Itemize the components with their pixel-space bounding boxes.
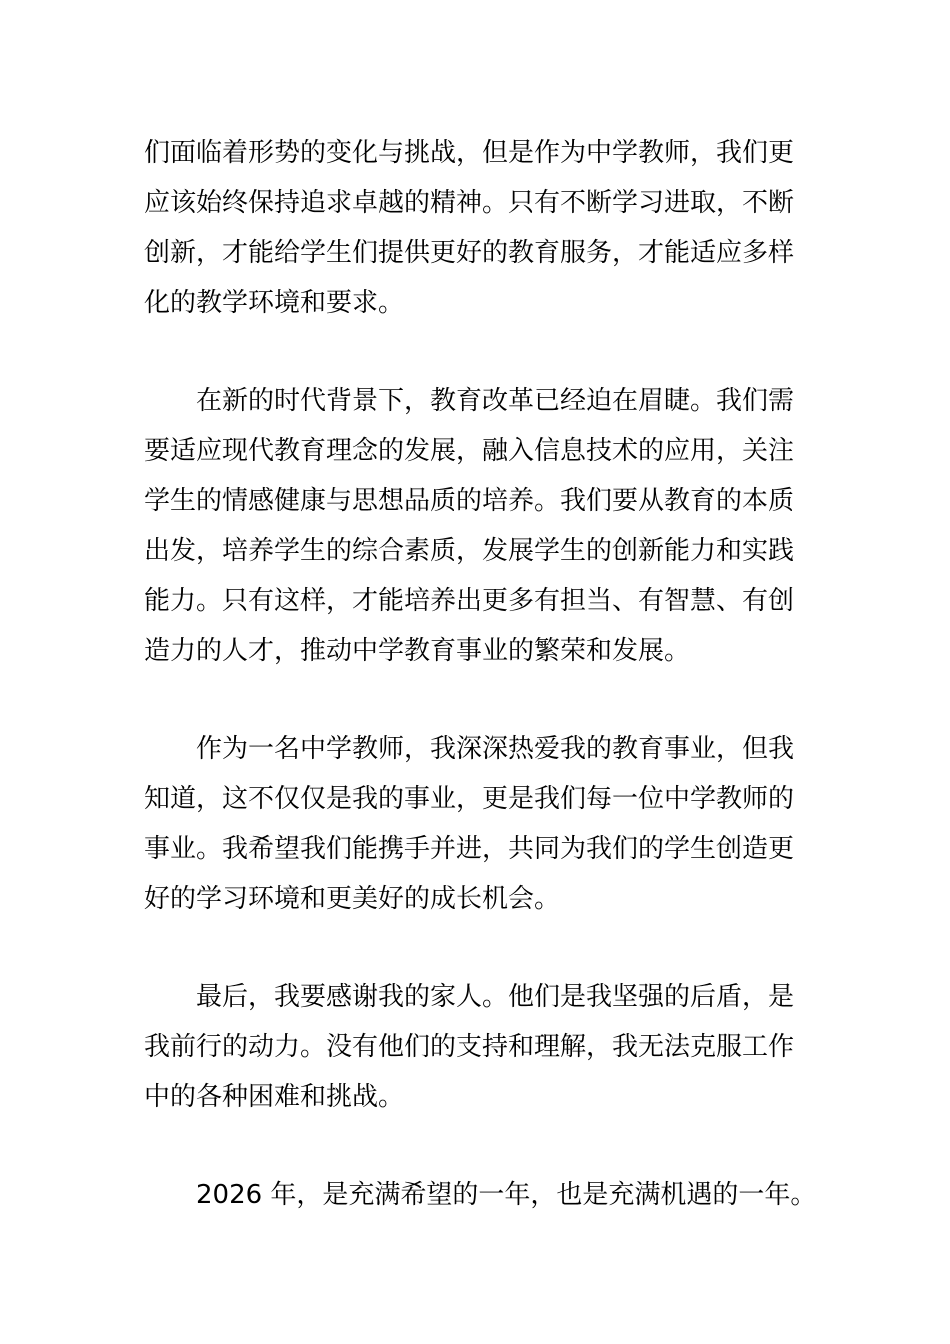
paragraph-line: 能力。只有这样，才能培养出更多有担当、有智慧、有创 — [144, 586, 795, 616]
paragraph-line: 事业。我希望我们能携手并进，共同为我们的学生创造更 — [144, 834, 795, 864]
paragraph-line: 2026 年，是充满希望的一年，也是充满机遇的一年。 — [196, 1180, 817, 1210]
paragraph-2 — [144, 376, 808, 676]
paragraph-line: 最后，我要感谢我的家人。他们是我坚强的后盾，是 — [196, 982, 795, 1012]
paragraph-line: 创新，才能给学生们提供更好的教育服务，才能适应多样 — [144, 238, 795, 268]
paragraph-line: 造力的人才，推动中学教育事业的繁荣和发展。 — [144, 636, 691, 666]
paragraph-line: 知道，这不仅仅是我的事业，更是我们每一位中学教师的 — [144, 784, 795, 814]
paragraph-5 — [144, 1170, 817, 1220]
paragraph-4 — [144, 972, 808, 1122]
paragraph-line: 应该始终保持追求卓越的精神。只有不断学习进取，不断 — [144, 188, 795, 218]
paragraph-1 — [144, 128, 808, 328]
paragraph-line: 在新的时代背景下，教育改革已经迫在眉睫。我们需 — [196, 386, 795, 416]
paragraph-3 — [144, 724, 808, 924]
paragraph-line: 作为一名中学教师，我深深热爱我的教育事业，但我 — [196, 734, 795, 764]
paragraph-line: 中的各种困难和挑战。 — [144, 1082, 405, 1112]
paragraph-line: 学生的情感健康与思想品质的培养。我们要从教育的本质 — [144, 486, 795, 516]
paragraph-line: 化的教学环境和要求。 — [144, 288, 405, 318]
paragraph-line: 出发，培养学生的综合素质，发展学生的创新能力和实践 — [144, 536, 795, 566]
paragraph-line: 好的学习环境和更美好的成长机会。 — [144, 884, 561, 914]
paragraph-line: 要适应现代教育理念的发展，融入信息技术的应用，关注 — [144, 436, 795, 466]
paragraph-line: 我前行的动力。没有他们的支持和理解，我无法克服工作 — [144, 1032, 795, 1062]
paragraph-line: 们面临着形势的变化与挑战，但是作为中学教师，我们更 — [144, 138, 795, 168]
